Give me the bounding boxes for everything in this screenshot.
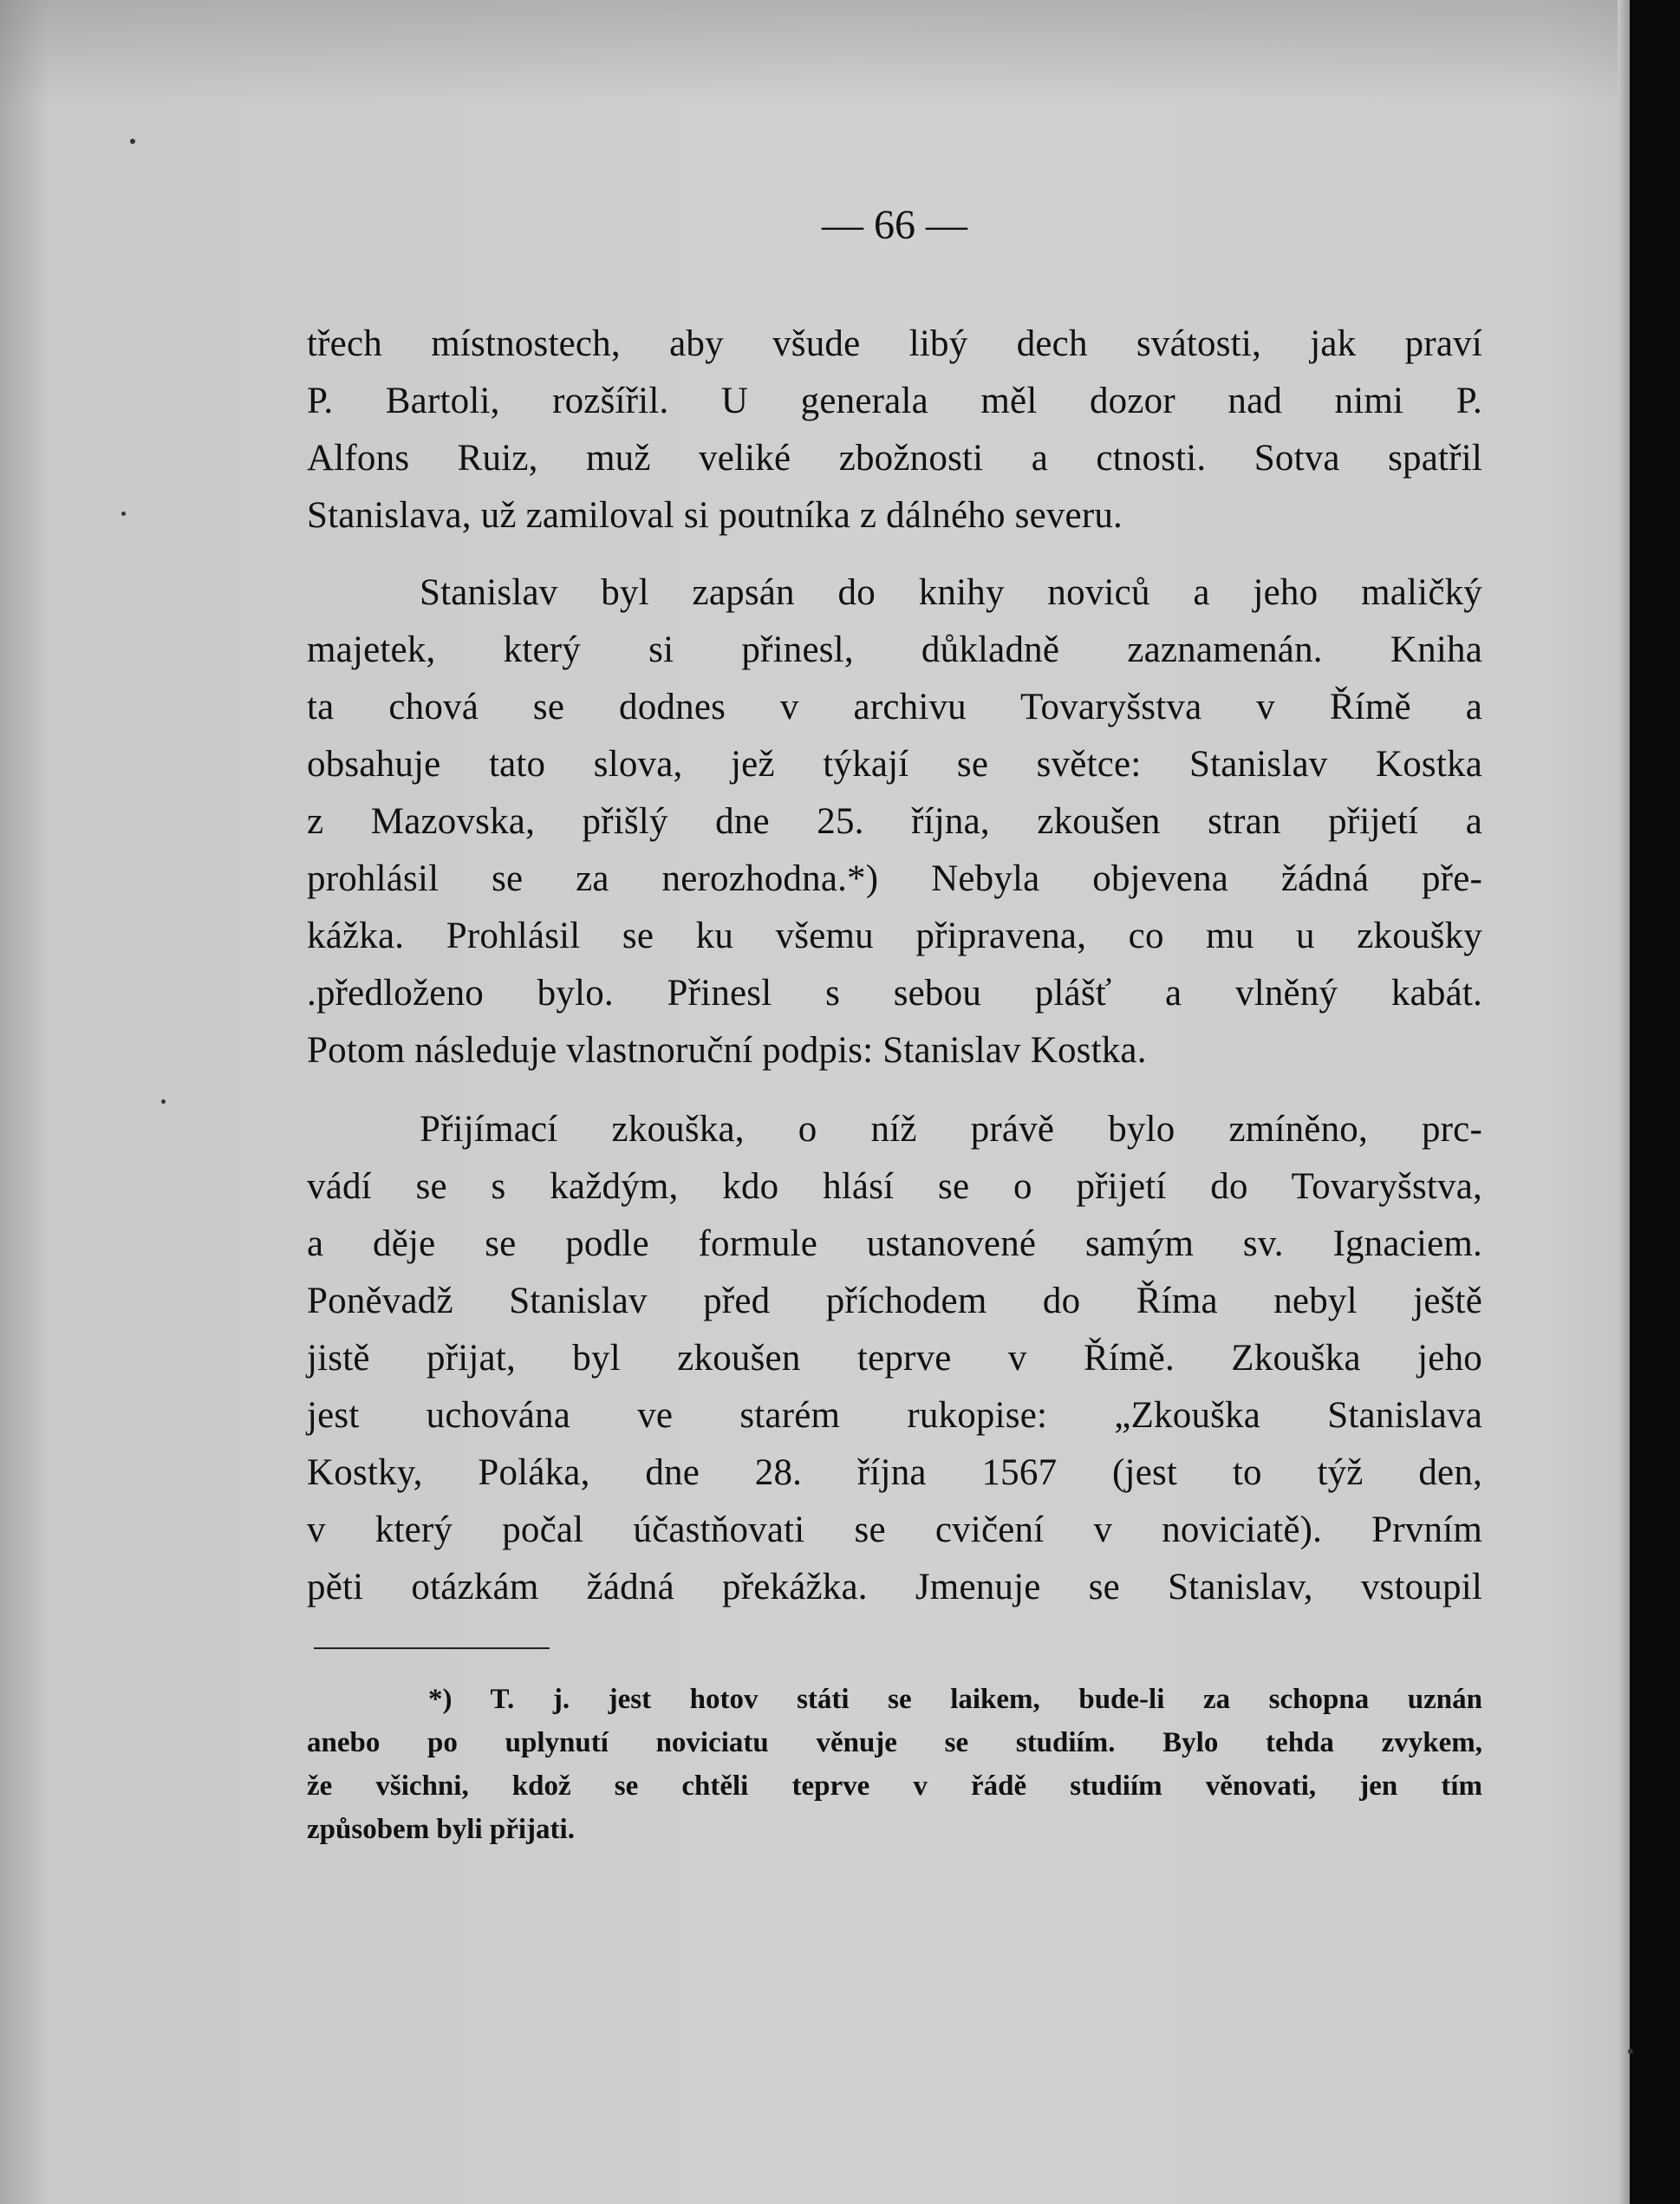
text-line: Alfons Ruiz, muž veliké zbožnosti a ctnosti. Sotva spatřil (307, 438, 1482, 479)
text-line: pěti otázkám žádná překážka. Jmenuje se Stanislav, vstoupil (307, 1567, 1482, 1607)
text-line: jest uchována ve starém rukopise: „Zkouška Stanislava (307, 1395, 1482, 1436)
text-line: a děje se podle formule ustanovené samým sv. Ignaciem. (307, 1223, 1482, 1264)
text-line: v který počal účastňovati se cvičení v noviciatě). Prvním (307, 1510, 1482, 1550)
footnote-line: *) T. j. jest hotov státi se laikem, bude-li za schopna uznán (428, 1684, 1482, 1715)
text-line: prohlásil se za nerozhodna.*) Nebyla objevena žádná pře- (307, 858, 1482, 899)
paragraph-2 (307, 564, 1482, 1079)
footnote-line: že všichni, kdož se chtěli teprve v řádě studiím věnovati, jen tím (307, 1770, 1482, 1802)
text-line: Stanislav byl zapsán do knihy noviců a jeho maličký (420, 572, 1482, 613)
text-line: Kostky, Poláka, dne 28. října 1567 (jest to týž den, (307, 1452, 1482, 1493)
footnote-divider (314, 1647, 550, 1649)
text-line: třech místnostech, aby všude libý dech svátosti, jak praví (307, 323, 1482, 364)
page-number: — 66 — (822, 202, 967, 248)
text-line: Potom následuje vlastnoruční podpis: Stanislav Kostka. (307, 1030, 1147, 1071)
text-line: .předloženo bylo. Přinesl s sebou plášť a vlněný kabát. (307, 973, 1482, 1014)
scan-speck (121, 512, 126, 516)
scan-speck (1628, 2049, 1633, 2054)
text-line: Poněvadž Stanislav před příchodem do Říma nebyl ještě (307, 1281, 1482, 1321)
footnote-line: způsobem byli přijati. (307, 1814, 575, 1845)
scan-shadow (0, 0, 1630, 104)
text-line: Přijímací zkouška, o níž právě bylo zmíněno, prc- (420, 1109, 1482, 1150)
footnote (307, 1678, 1482, 1851)
scan-border (1630, 0, 1680, 2204)
text-line: z Mazovska, přišlý dne 25. října, zkoušen stran přijetí a (307, 801, 1482, 842)
page-edge (1618, 0, 1630, 2204)
text-line: kážka. Prohlásil se ku všemu připravena, co mu u zkoušky (307, 916, 1482, 956)
text-line: P. Bartoli, rozšířil. U generala měl dozor nad nimi P. (307, 381, 1482, 421)
paragraph-3 (307, 1101, 1482, 1616)
scan-speck (130, 139, 135, 144)
text-line: jistě přijat, byl zkoušen teprve v Římě. Zkouška jeho (307, 1338, 1482, 1379)
text-line: majetek, který si přinesl, důkladně zaznamenán. Kniha (307, 629, 1482, 670)
text-line: obsahuje tato slova, jež týkají se světce: Stanislav Kostka (307, 744, 1482, 785)
text-line: Stanislava, už zamiloval si poutníka z dálného severu. (307, 495, 1123, 536)
footnote-line: anebo po uplynutí noviciatu věnuje se studiím. Bylo tehda zvykem, (307, 1727, 1482, 1758)
paragraph-1 (307, 316, 1482, 544)
scan-speck (161, 1099, 166, 1104)
text-line: ta chová se dodnes v archivu Tovaryšstva v Římě a (307, 687, 1482, 727)
text-line: vádí se s každým, kdo hlásí se o přijetí do Tovaryšstva, (307, 1166, 1482, 1207)
